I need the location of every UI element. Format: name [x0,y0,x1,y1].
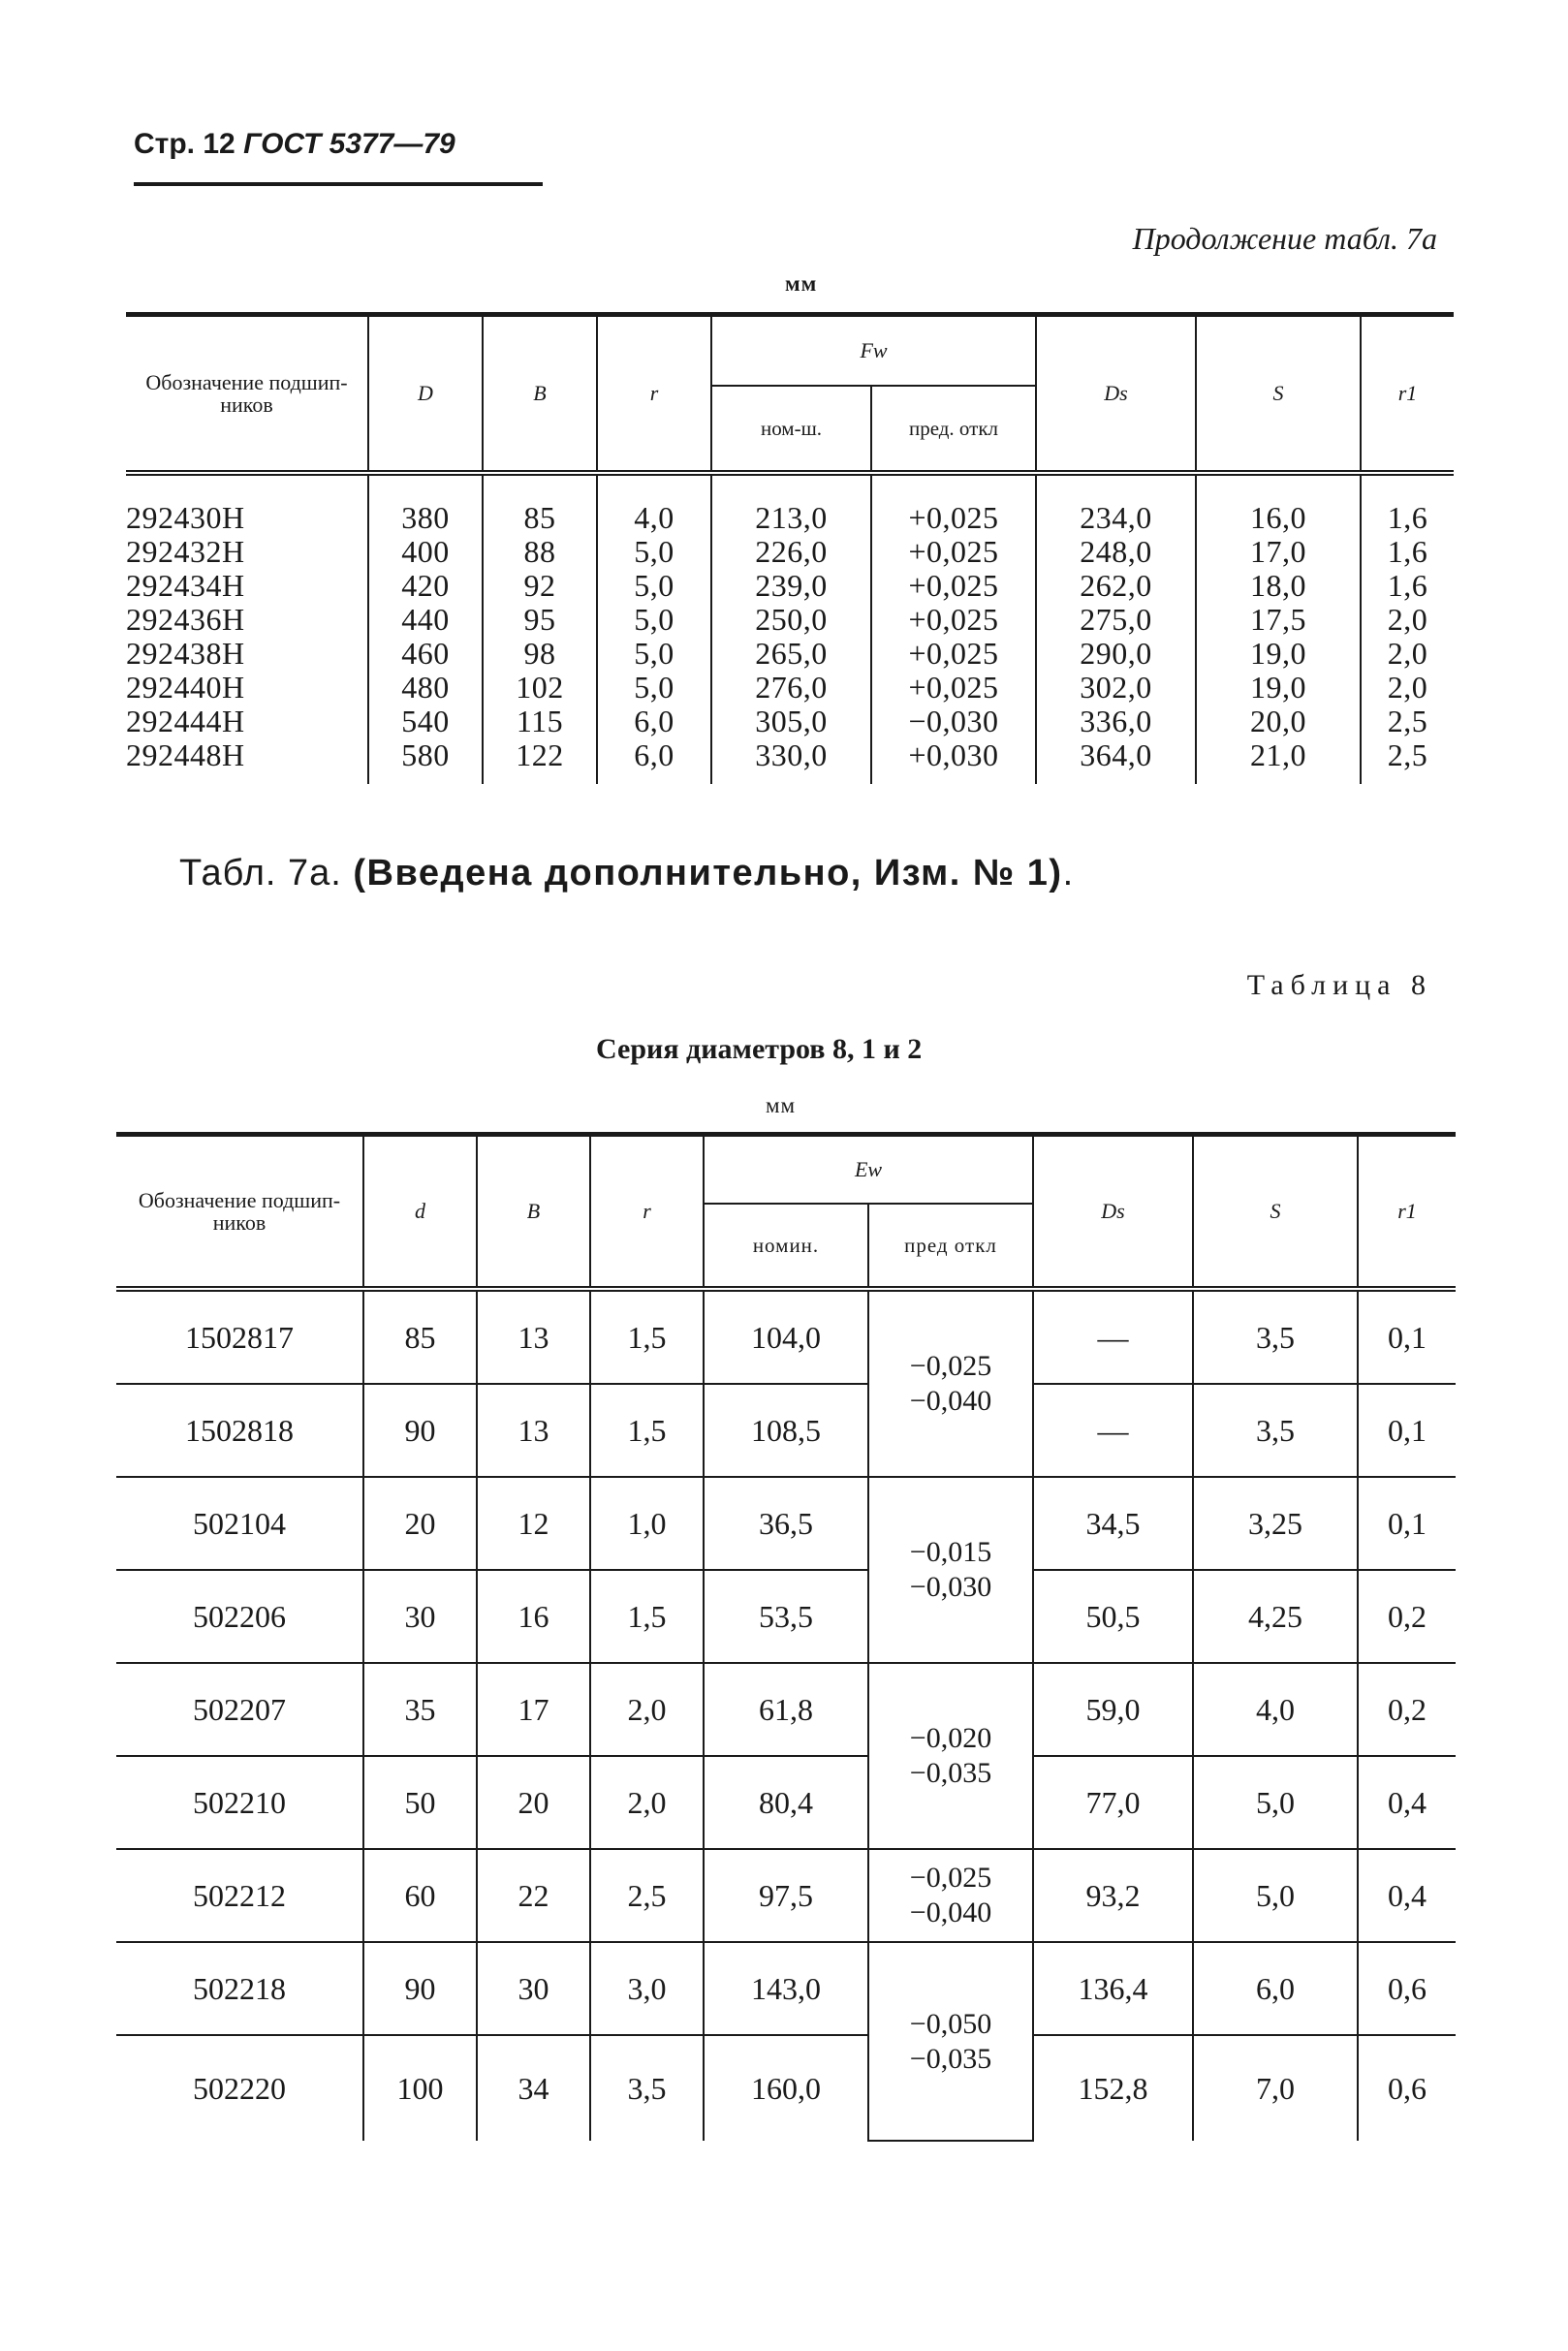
cell-D: 440 [401,602,450,637]
cell-r: 2,5 [590,1849,704,1942]
cell-S: 19,0 [1250,636,1306,671]
cell-designation: 502212 [116,1849,363,1942]
col-header-fw-nom: ном-ш. [711,386,871,473]
cell-S: 17,5 [1250,602,1306,637]
col-header-designation: Обозначение подшип- ников [138,1187,341,1235]
tolerance-lower: −0,040 [909,1385,992,1417]
col-header-Ds: Ds [1036,315,1196,474]
cell-fw-nom: 226,0 [755,534,828,569]
cell-S: 4,25 [1193,1570,1358,1663]
cell-r: 1,0 [590,1477,704,1570]
tolerance-upper: −0,015 [909,1536,992,1568]
cell-designation: 502104 [116,1477,363,1570]
cell-fw-nom: 305,0 [755,704,828,738]
table-7a-note [179,853,1074,894]
units-label-7a: мм [785,271,818,296]
cell-S: 5,0 [1193,1849,1358,1942]
cell-Ds: 59,0 [1033,1663,1193,1756]
cell-Ds: — [1033,1289,1193,1384]
cell-ew-tolerance [868,1289,1033,1477]
tolerance-lower: −0,035 [909,1757,992,1789]
cell-Ds: 152,8 [1033,2035,1193,2141]
units-label-8: мм [766,1093,797,1117]
cell-Ds: 93,2 [1033,1849,1193,1942]
cell-Ds: 136,4 [1033,1942,1193,2035]
cell-d: 60 [363,1849,477,1942]
cell-fw-tol: +0,025 [908,534,999,569]
cell-designation: 292448Н [126,737,245,772]
cell-D: 580 [401,737,450,772]
cell-ew-nom: 53,5 [704,1570,868,1663]
table-row [116,1756,1456,1849]
page-header [134,128,455,161]
cell-r: 6,0 [634,704,674,738]
cell-r: 2,0 [590,1663,704,1756]
cell-fw-nom: 276,0 [755,670,828,705]
cell-Ds: 364,0 [1080,737,1152,772]
cell-B: 34 [477,2035,590,2141]
cell-fw-nom: 265,0 [755,636,828,671]
cell-B: 12 [477,1477,590,1570]
cell-B: 95 [523,602,556,637]
col-header-S: S [1193,1135,1358,1290]
col-header-fw-tol: пред. откл [871,386,1036,473]
cell-r1: 0,1 [1358,1289,1456,1384]
cell-D: 420 [401,568,450,603]
col-header-S: S [1196,315,1361,474]
cell-Ds: 77,0 [1033,1756,1193,1849]
header-rule [134,182,543,186]
cell-designation: 292444Н [126,704,245,738]
cell-r1: 1,6 [1387,534,1428,569]
cell-ew-tolerance [868,1477,1033,1663]
cell-D: 460 [401,636,450,671]
table-row [116,1477,1456,1570]
cell-r: 1,5 [590,1570,704,1663]
cell-ew-nom: 97,5 [704,1849,868,1942]
cell-B: 13 [477,1384,590,1477]
cell-designation: 292432Н [126,534,245,569]
cell-r1: 2,0 [1387,636,1428,671]
cell-S: 3,5 [1193,1384,1358,1477]
cell-fw-tol: +0,025 [908,500,999,535]
cell-designation: 292430Н [126,500,245,535]
cell-B: 102 [516,670,564,705]
cell-r1: 0,2 [1358,1570,1456,1663]
standard-number: ГОСТ 5377—79 [243,128,455,160]
cell-Ds: 34,5 [1033,1477,1193,1570]
table-8-title: Серия диаметров 8, 1 и 2 [596,1033,923,1065]
col-header-r: r [590,1135,704,1290]
cell-B: 92 [523,568,556,603]
cell-r: 2,0 [590,1756,704,1849]
table-row [116,1384,1456,1477]
cell-B: 85 [523,500,556,535]
cell-r1: 2,5 [1387,737,1428,772]
note-suffix: . [1062,853,1075,893]
tolerance-upper: −0,025 [909,1350,992,1382]
page-number: Стр. 12 [134,128,235,160]
cell-D: 480 [401,670,450,705]
col-S [1196,473,1361,784]
note-prefix: Табл. 7а. [179,853,354,893]
cell-B: 13 [477,1289,590,1384]
cell-r: 5,0 [634,602,674,637]
col-header-D: D [368,315,483,474]
cell-S: 17,0 [1250,534,1306,569]
table-8 [116,1132,1456,2142]
cell-Ds: 50,5 [1033,1570,1193,1663]
cell-fw-tol: +0,025 [908,568,999,603]
cell-designation: 292440Н [126,670,245,705]
cell-r: 1,5 [590,1384,704,1477]
table-row [116,2035,1456,2141]
cell-d: 100 [363,2035,477,2141]
tolerance-upper: −0,020 [909,1722,992,1754]
cell-Ds: 262,0 [1080,568,1152,603]
cell-S: 7,0 [1193,2035,1358,2141]
cell-r: 3,5 [590,2035,704,2141]
cell-fw-tol: −0,030 [908,704,999,738]
cell-d: 50 [363,1756,477,1849]
tolerance-upper: −0,025 [909,1862,992,1894]
cell-fw-nom: 250,0 [755,602,828,637]
col-Ds [1036,473,1196,784]
cell-d: 90 [363,1942,477,2035]
cell-r: 1,5 [590,1289,704,1384]
tolerance-upper: −0,050 [909,2007,992,2040]
cell-d: 85 [363,1289,477,1384]
cell-designation: 502207 [116,1663,363,1756]
tolerance-lower: −0,040 [909,1896,992,1928]
cell-Ds: 275,0 [1080,602,1152,637]
cell-B: 22 [477,1849,590,1942]
cell-designation: 502210 [116,1756,363,1849]
cell-r1: 0,1 [1358,1477,1456,1570]
col-header-Ds: Ds [1033,1135,1193,1290]
cell-S: 5,0 [1193,1756,1358,1849]
cell-D: 400 [401,534,450,569]
col-header-B: B [477,1135,590,1290]
col-fw-tol [871,473,1036,784]
cell-r: 5,0 [634,534,674,569]
cell-Ds: 336,0 [1080,704,1152,738]
cell-fw-nom: 239,0 [755,568,828,603]
col-header-ew-tol: пред откл [868,1204,1033,1289]
cell-r1: 0,1 [1358,1384,1456,1477]
tolerance-lower: −0,030 [909,1571,992,1603]
cell-Ds: 234,0 [1080,500,1152,535]
cell-S: 4,0 [1193,1663,1358,1756]
col-header-B: B [483,315,597,474]
cell-r1: 0,6 [1358,1942,1456,2035]
cell-Ds: 302,0 [1080,670,1152,705]
table-row [116,1849,1456,1942]
col-header-ew-nom: номин. [704,1204,868,1289]
cell-fw-tol: +0,025 [908,670,999,705]
cell-Ds: — [1033,1384,1193,1477]
col-header-Ew: Ew [704,1135,1033,1205]
cell-S: 6,0 [1193,1942,1358,2035]
cell-r: 4,0 [634,500,674,535]
table-row [116,1570,1456,1663]
tolerance-lower: −0,035 [909,2042,992,2075]
cell-B: 115 [516,704,564,738]
cell-S: 21,0 [1250,737,1306,772]
cell-r1: 2,0 [1387,602,1428,637]
table-row [116,1289,1456,1384]
cell-ew-nom: 104,0 [704,1289,868,1384]
cell-ew-nom: 80,4 [704,1756,868,1849]
col-header-d: d [363,1135,477,1290]
cell-d: 35 [363,1663,477,1756]
cell-S: 20,0 [1250,704,1306,738]
cell-ew-nom: 36,5 [704,1477,868,1570]
cell-r1: 1,6 [1387,568,1428,603]
cell-B: 88 [523,534,556,569]
cell-B: 30 [477,1942,590,2035]
cell-d: 20 [363,1477,477,1570]
table-7a-body [126,473,1454,784]
cell-ew-tolerance [868,1663,1033,1849]
col-r [597,473,711,784]
cell-designation: 502218 [116,1942,363,2035]
cell-r: 5,0 [634,636,674,671]
cell-designation: 292436Н [126,602,245,637]
cell-d: 30 [363,1570,477,1663]
cell-r: 5,0 [634,670,674,705]
col-D [368,473,483,784]
cell-ew-tolerance [868,1942,1033,2141]
cell-designation: 1502817 [116,1289,363,1384]
cell-ew-nom: 108,5 [704,1384,868,1477]
cell-r1: 2,0 [1387,670,1428,705]
cell-B: 122 [516,737,564,772]
cell-S: 3,25 [1193,1477,1358,1570]
cell-r1: 1,6 [1387,500,1428,535]
table-row [116,1663,1456,1756]
cell-designation: 292438Н [126,636,245,671]
col-r1 [1361,473,1454,784]
cell-ew-nom: 61,8 [704,1663,868,1756]
cell-fw-tol: +0,025 [908,602,999,637]
table-7a [126,312,1454,784]
table-row [116,1942,1456,2035]
col-header-r1: r1 [1358,1135,1456,1290]
cell-D: 380 [401,500,450,535]
cell-fw-nom: 213,0 [755,500,828,535]
cell-designation: 502220 [193,2070,286,2106]
cell-ew-nom: 143,0 [704,1942,868,2035]
cell-fw-nom: 330,0 [755,737,828,772]
cell-r: 5,0 [634,568,674,603]
note-bold: (Введена дополнительно, Изм. № 1) [353,853,1063,893]
col-fw-nom [711,473,871,784]
cell-designation: 502206 [116,1570,363,1663]
cell-S: 3,5 [1193,1289,1358,1384]
cell-ew-nom: 160,0 [704,2035,868,2141]
col-designation [126,473,368,784]
cell-r1: 0,4 [1358,1756,1456,1849]
cell-B: 98 [523,636,556,671]
cell-r: 3,0 [590,1942,704,2035]
continuation-caption: Продолжение табл. 7а [1132,221,1437,256]
cell-S: 16,0 [1250,500,1306,535]
cell-r1: 2,5 [1387,704,1428,738]
cell-d: 90 [363,1384,477,1477]
table-8-label: Таблица 8 [1246,969,1432,1001]
cell-r1: 0,2 [1358,1663,1456,1756]
cell-fw-tol: +0,025 [908,636,999,671]
cell-B: 16 [477,1570,590,1663]
cell-r1: 0,4 [1358,1849,1456,1942]
cell-ew-tolerance [868,1849,1033,1942]
cell-D: 540 [401,704,450,738]
cell-B: 17 [477,1663,590,1756]
cell-S: 18,0 [1250,568,1306,603]
cell-B: 20 [477,1756,590,1849]
col-B [483,473,597,784]
cell-designation: 1502818 [116,1384,363,1477]
cell-Ds: 290,0 [1080,636,1152,671]
cell-fw-tol: +0,030 [908,737,999,772]
col-header-designation: Обозначение подшип- ников [145,369,348,417]
col-header-Fw: Fw [711,315,1036,387]
cell-designation: 292434Н [126,568,245,603]
cell-S: 19,0 [1250,670,1306,705]
cell-Ds: 248,0 [1080,534,1152,569]
cell-r1: 0,6 [1358,2035,1456,2141]
col-header-r1: r1 [1361,315,1454,474]
col-header-r: r [597,315,711,474]
cell-r: 6,0 [634,737,674,772]
